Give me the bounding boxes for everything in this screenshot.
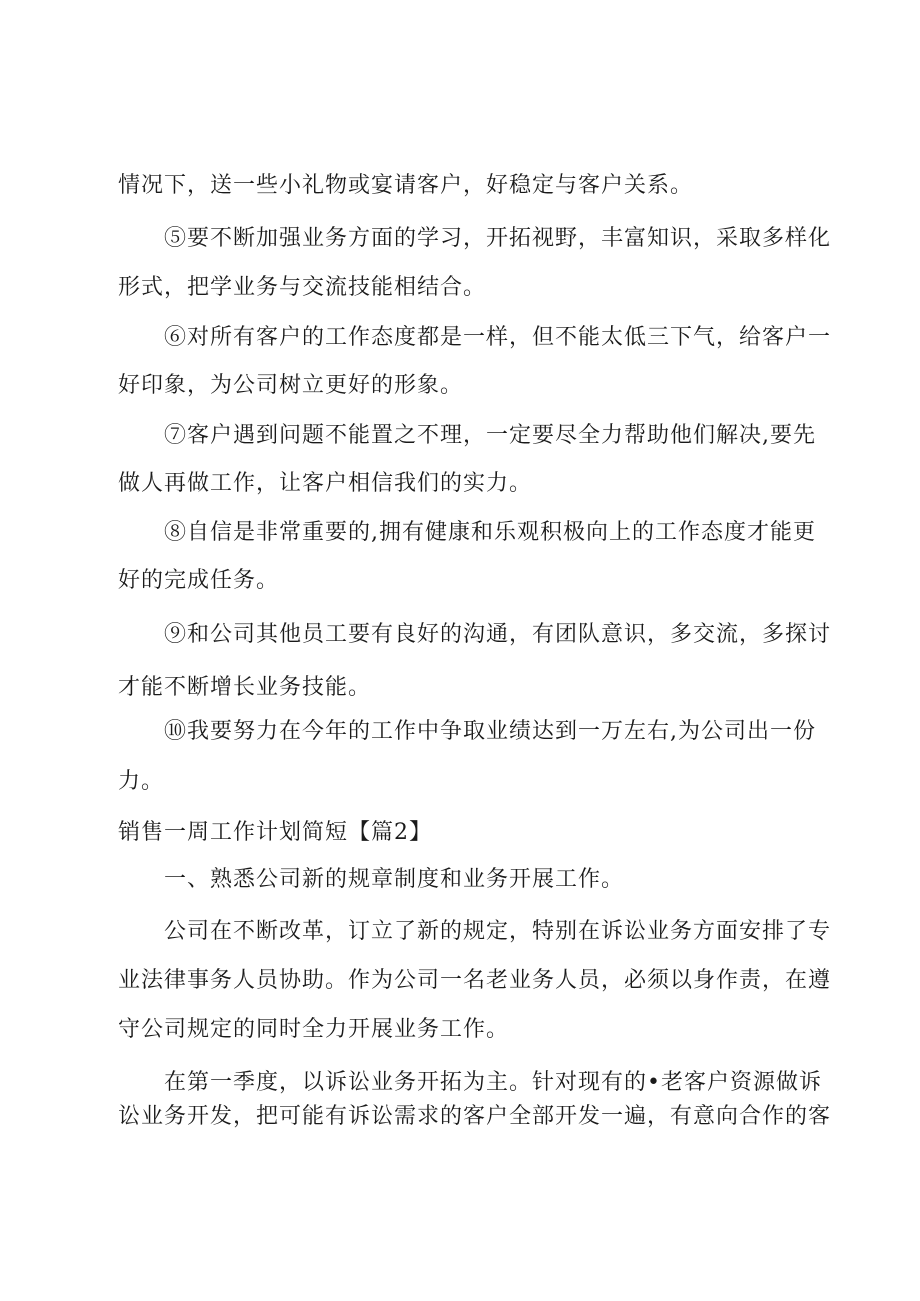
paragraph-line: 才能不断增长业务技能。 (118, 675, 372, 700)
paragraph-line: 好的完成任务。 (118, 568, 280, 593)
paragraph-line: ⑥对所有客户的工作态度都是一样，但不能太低三下气，给客户一 (164, 325, 832, 350)
paragraph-line: 公司在不断改革，订立了新的规定，特别在诉讼业务方面安排了专 (164, 919, 832, 944)
paragraph-line: 讼业务开发，把可能有诉讼需求的客户全部开发一遍，有意向合作的客 (118, 1104, 832, 1129)
paragraph-line: 形式，把学业务与交流技能相结合。 (118, 275, 487, 300)
paragraph-line: 一、熟悉公司新的规章制度和业务开展工作。 (164, 867, 625, 892)
paragraph-line: 情况下，送一些小礼物或宴请客户，好稳定与客户关系。 (118, 173, 694, 198)
paragraph-line: ⑨和公司其他员工要有良好的沟通，有团队意识，多交流，多探讨 (164, 622, 832, 647)
paragraph-line: ⑤要不断加强业务方面的学习，开拓视野，丰富知识，采取多样化 (164, 226, 832, 251)
paragraph-line: 好印象，为公司树立更好的形象。 (118, 373, 464, 398)
paragraph-line: ⑦客户遇到问题不能置之不理，一定要尽全力帮助他们解决,要先 (164, 423, 816, 448)
paragraph-line: 守公司规定的同时全力开展业务工作。 (118, 1017, 510, 1042)
paragraph-line: 业法律事务人员协助。作为公司一名老业务人员，必须以身作责，在遵 (118, 968, 832, 993)
paragraph-line: ⑩我要努力在今年的工作中争取业绩达到一万左右,为公司出一份 (164, 719, 816, 744)
paragraph-line: 力。 (118, 769, 165, 794)
paragraph-line: ⑧自信是非常重要的,拥有健康和乐观积极向上的工作态度才能更 (164, 520, 816, 545)
paragraph-line: 在第一季度，以诉讼业务开拓为主。针对现有的•老客户资源做诉 (164, 1070, 822, 1095)
section-heading: 销售一周工作计划简短【篇2】 (118, 820, 432, 845)
paragraph-line: 做人再做工作，让客户相信我们的实力。 (118, 471, 533, 496)
